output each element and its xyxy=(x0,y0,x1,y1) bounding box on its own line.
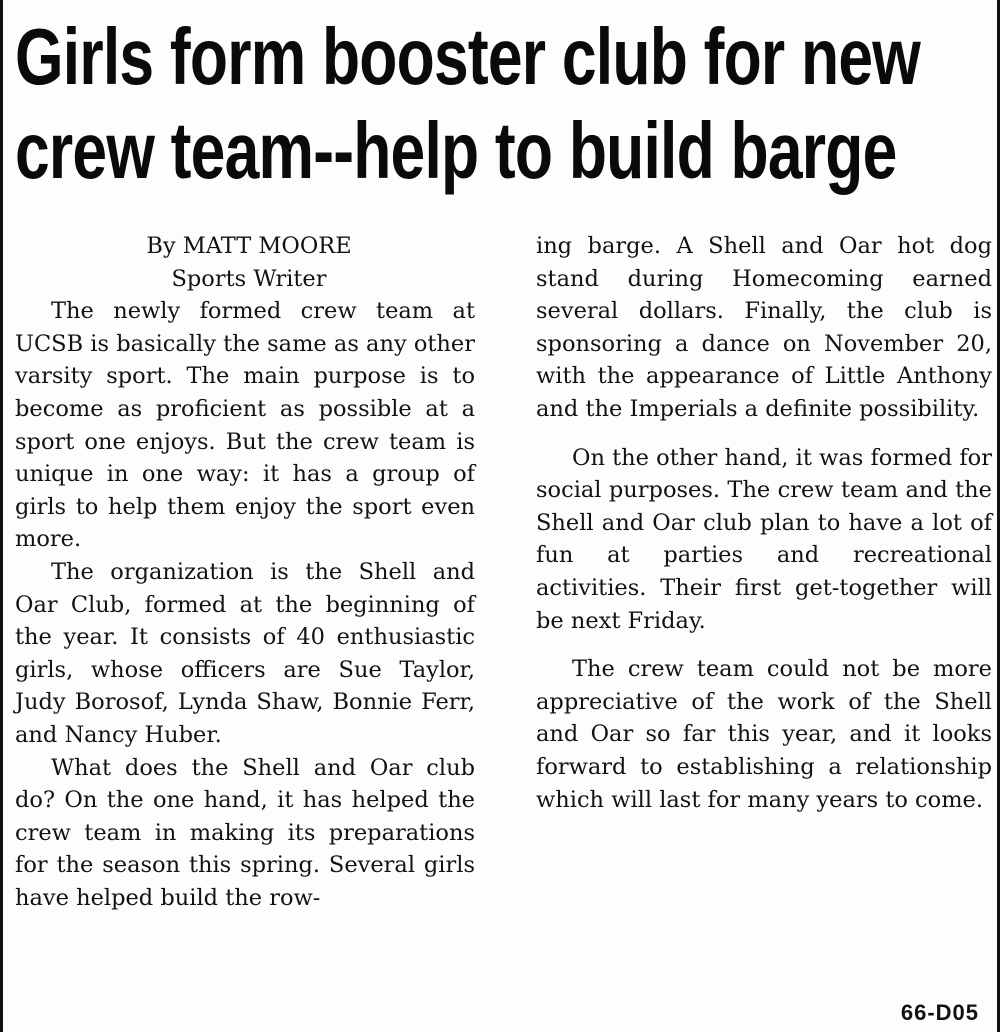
headline xyxy=(15,10,920,198)
article-column-left xyxy=(15,230,475,914)
article-paragraph-3: What does the Shell and Oar club do? On the one hand, it has helped the crew team in making its preparations for the season this spring. Several girls have helped build the row- xyxy=(15,754,475,911)
headline-line-1: Girls form booster club for new xyxy=(15,12,920,101)
byline-author: By MATT MOORE xyxy=(146,233,352,259)
article-column-right xyxy=(536,230,992,816)
byline-role: Sports Writer xyxy=(171,265,327,292)
article-paragraph-1: The newly formed crew team at UCSB is basically the same as any other varsity sport. The main purpose is to become as proficient as possible at a sport one enjoys. But the crew team is unique in one way: it has a group of girls to help them enjoy the sport even more. xyxy=(15,298,475,553)
article-paragraph-4: ing barge. A Shell and Oar hot dog stand during Homecoming earned several dollars. Finally, the club is sponsoring a dance on November 20, with the appearance of Little Anthony and the Imperials a definite possibility. xyxy=(536,233,992,422)
headline-line-2: crew team--help to build barge xyxy=(15,106,897,195)
article-paragraph-6: The crew team could not be more appreciative of the work of the Shell and Oar so far this year, and it looks forward to establishing a relationship which will last for many years to come. xyxy=(536,656,992,813)
catalog-number: 66-D05 xyxy=(900,1000,979,1025)
article-paragraph-5: On the other hand, it was formed for social purposes. The crew team and the Shell and Oar club plan to have a lot of fun at parties and recreational activities. Their first get-together will be next Friday. xyxy=(536,444,992,634)
article-paragraph-2: The organization is the Shell and Oar Club, formed at the beginning of the year. It consists of 40 enthusiastic girls, whose officers are Sue Taylor, Judy Borosof, Lynda Shaw, Bonnie Ferr, and Nancy Huber. xyxy=(15,558,475,748)
